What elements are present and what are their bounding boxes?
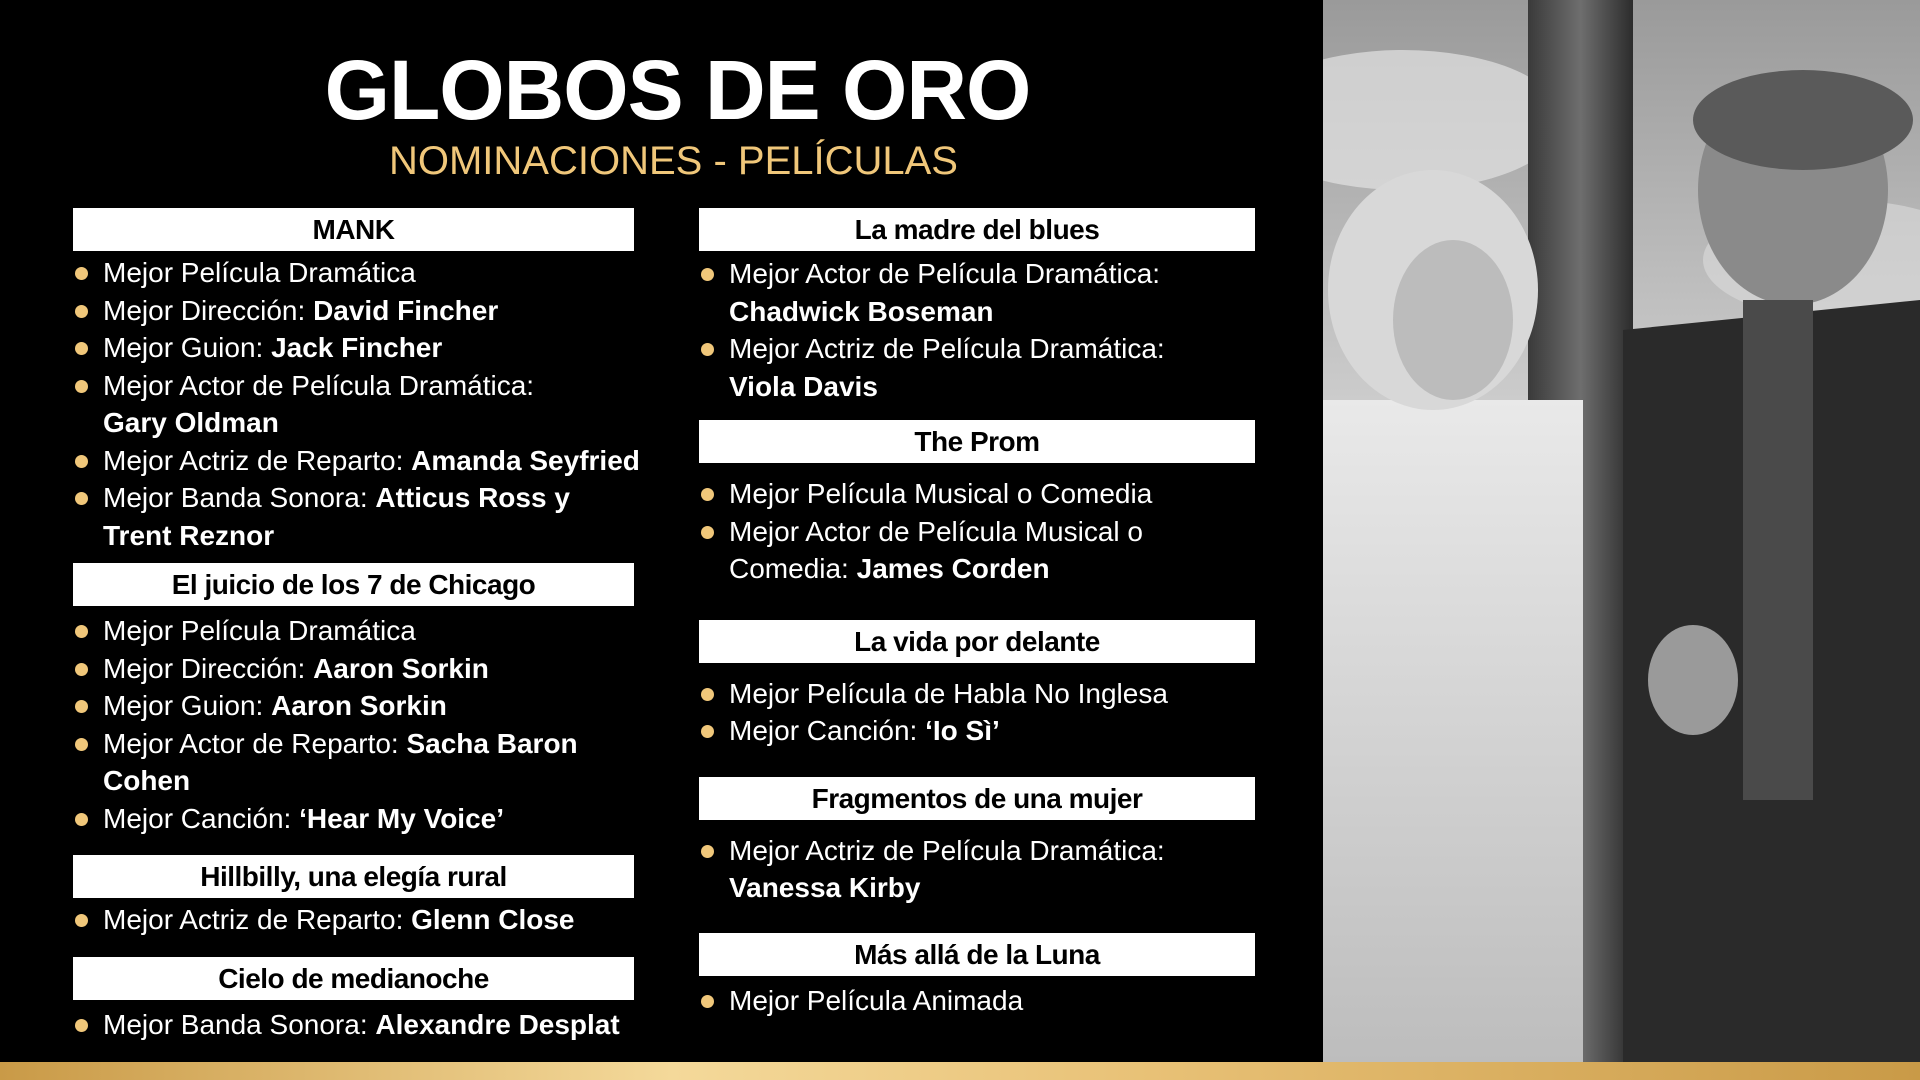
bullet-icon	[75, 738, 88, 751]
nomination-list	[699, 832, 1257, 907]
film-still-illustration	[1323, 0, 1920, 1062]
film-header-hillbilly: Hillbilly, una elegía rural	[73, 855, 634, 898]
film-header-la-madre-del-blues: La madre del blues	[699, 208, 1255, 251]
film-header-the-prom: The Prom	[699, 420, 1255, 463]
film-still-photo	[1323, 0, 1920, 1062]
bullet-icon	[75, 380, 88, 393]
bullet-icon	[701, 688, 714, 701]
nomination-item: Mejor Dirección: Aaron Sorkin	[73, 650, 665, 688]
nomination-item: Mejor Actriz de Reparto: Glenn Close	[73, 901, 665, 939]
bullet-icon	[75, 492, 88, 505]
nomination-list	[73, 901, 665, 939]
nomination-item: Mejor Banda Sonora: Alexandre Desplat	[73, 1006, 665, 1044]
nomination-item: Mejor Dirección: David Fincher	[73, 292, 665, 330]
bullet-icon	[701, 343, 714, 356]
nomination-item: Mejor Actriz de Película Dramática: Vanessa Kirby	[699, 832, 1257, 907]
bullet-icon	[701, 845, 714, 858]
nomination-item: Mejor Actriz de Reparto: Amanda Seyfried	[73, 442, 665, 480]
nomination-item: Mejor Película de Habla No Inglesa	[699, 675, 1257, 713]
nominations-column-left	[73, 208, 665, 1043]
gold-footer-strip	[0, 1062, 1920, 1080]
bullet-icon	[75, 1019, 88, 1032]
nomination-item: Mejor Película Musical o Comedia	[699, 475, 1257, 513]
nomination-list	[699, 675, 1257, 750]
nomination-item: Mejor Actor de Reparto: Sacha Baron Cohen	[73, 725, 665, 800]
page-title: GLOBOS DE ORO	[324, 43, 1031, 137]
nomination-list	[73, 1006, 665, 1044]
bullet-icon	[75, 663, 88, 676]
nomination-item: Mejor Banda Sonora: Atticus Ross y Trent Reznor	[73, 479, 665, 554]
bullet-icon	[701, 995, 714, 1008]
film-header-chicago-7: El juicio de los 7 de Chicago	[73, 563, 634, 606]
nomination-list	[699, 255, 1257, 405]
nomination-item: Mejor Película Animada	[699, 982, 1257, 1020]
nomination-item: Mejor Película Dramática	[73, 612, 665, 650]
nominations-column-right	[699, 208, 1257, 1019]
nomination-item: Mejor Guion: Aaron Sorkin	[73, 687, 665, 725]
nomination-list	[73, 254, 665, 554]
bullet-icon	[75, 914, 88, 927]
bullet-icon	[75, 342, 88, 355]
bullet-icon	[75, 455, 88, 468]
nomination-list	[699, 982, 1257, 1020]
bullet-icon	[75, 305, 88, 318]
film-header-la-vida-por-delante: La vida por delante	[699, 620, 1255, 663]
nomination-item: Mejor Actor de Película Musical o Comedia: James Corden	[699, 513, 1257, 588]
bullet-icon	[701, 526, 714, 539]
nomination-item: Mejor Actor de Película Dramática: Chadwick Boseman	[699, 255, 1257, 330]
nomination-item: Mejor Película Dramática	[73, 254, 665, 292]
bullet-icon	[75, 625, 88, 638]
nomination-item: Mejor Canción: ‘Hear My Voice’	[73, 800, 665, 838]
nomination-item: Mejor Actriz de Película Dramática: Viola Davis	[699, 330, 1257, 405]
nomination-list	[73, 612, 665, 837]
film-header-mank: MANK	[73, 208, 634, 251]
bullet-icon	[701, 725, 714, 738]
bullet-icon	[701, 488, 714, 501]
film-header-cielo-de-medianoche: Cielo de medianoche	[73, 957, 634, 1000]
nomination-list	[699, 475, 1257, 588]
film-header-fragmentos-de-una-mujer: Fragmentos de una mujer	[699, 777, 1255, 820]
nomination-item: Mejor Actor de Película Dramática: Gary Oldman	[73, 367, 665, 442]
nomination-item: Mejor Canción: ‘Io Sì’	[699, 712, 1257, 750]
nomination-item: Mejor Guion: Jack Fincher	[73, 329, 665, 367]
bullet-icon	[701, 268, 714, 281]
bullet-icon	[75, 700, 88, 713]
film-header-mas-alla-de-la-luna: Más allá de la Luna	[699, 933, 1255, 976]
page-subtitle: NOMINACIONES - PELÍCULAS	[388, 139, 958, 183]
bullet-icon	[75, 813, 88, 826]
bullet-icon	[75, 267, 88, 280]
